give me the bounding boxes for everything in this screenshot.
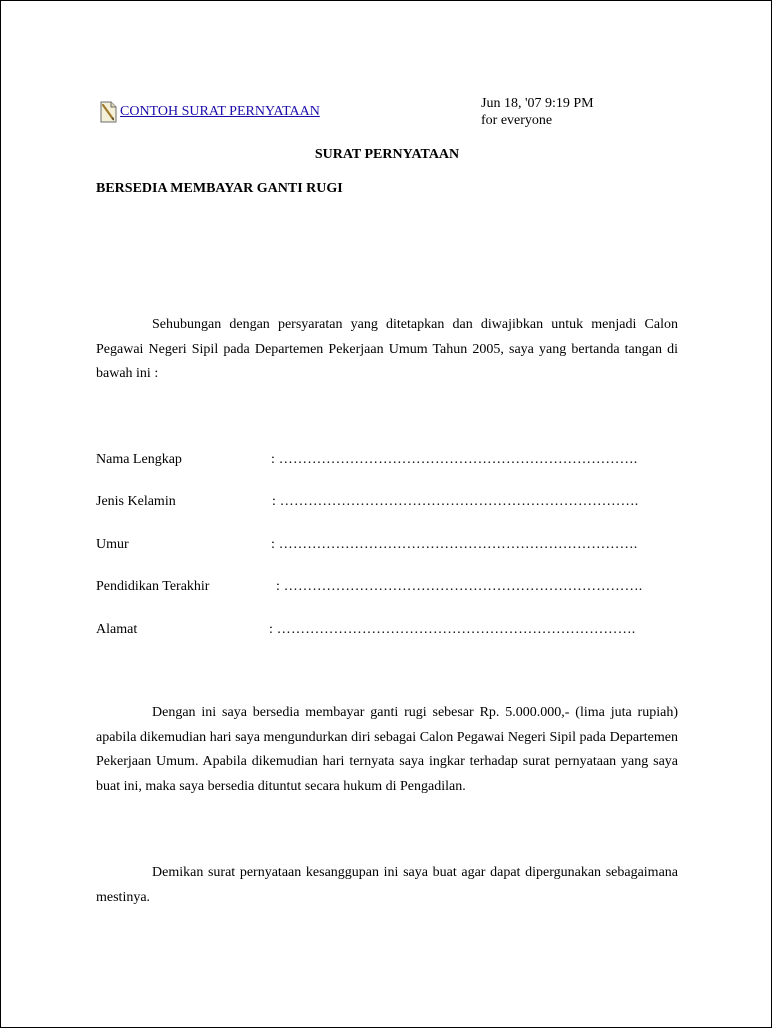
post-meta xyxy=(481,95,594,129)
header-link-row xyxy=(98,101,320,123)
field-label-umur: Umur xyxy=(96,537,129,552)
field-label-jenis-kelamin: Jenis Kelamin xyxy=(96,494,176,509)
field-label-alamat: Alamat xyxy=(96,622,138,637)
field-line-pendidikan: : …………………………………………………………………. xyxy=(276,579,643,594)
field-label-nama: Nama Lengkap xyxy=(96,452,182,467)
post-date: Jun 18, '07 9:19 PM xyxy=(481,96,594,111)
field-line-nama: : …………………………………………………………………. xyxy=(271,452,638,467)
contoh-surat-link[interactable]: CONTOH SURAT PERNYATAAN xyxy=(120,104,320,119)
closing-text: Demikan surat pernyataan kesanggupan ini saya buat agar dapat dipergunakan sebagaimana mestinya. xyxy=(96,865,678,905)
body-paragraph xyxy=(96,701,678,799)
post-audience: for everyone xyxy=(481,113,553,128)
field-line-jenis-kelamin: : …………………………………………………………………. xyxy=(272,494,639,509)
intro-text: Sehubungan dengan persyaratan yang ditetapkan dan diwajibkan untuk menjadi Calon Pegawai Negeri Sipil pada Departemen Pekerjaan Umum Tahun 2005, saya yang bertanda tangan di bawah ini : xyxy=(96,317,678,381)
field-line-alamat: : …………………………………………………………………. xyxy=(269,622,636,637)
field-label-pendidikan: Pendidikan Terakhir xyxy=(96,579,210,594)
body-text: Dengan ini saya bersedia membayar ganti rugi sebesar Rp. 5.000.000,- (lima juta rupiah) apabila dikemudian hari saya mengundurkan diri sebagai Calon Pegawai Negeri Sipil pada Departemen Pekerjaan Umum. Apabila dikemudian hari ternyata saya ingkar terhadap surat pernyataan yang saya buat ini, maka saya bersedia dituntut secara hukum di Pengadilan. xyxy=(96,705,678,794)
document-title: SURAT PERNYATAAN xyxy=(314,147,460,162)
document-subtitle: BERSEDIA MEMBAYAR GANTI RUGI xyxy=(96,181,343,196)
closing-paragraph xyxy=(96,861,678,910)
document-note-icon xyxy=(98,101,118,123)
intro-paragraph xyxy=(96,313,678,387)
field-line-umur: : …………………………………………………………………. xyxy=(271,537,638,552)
